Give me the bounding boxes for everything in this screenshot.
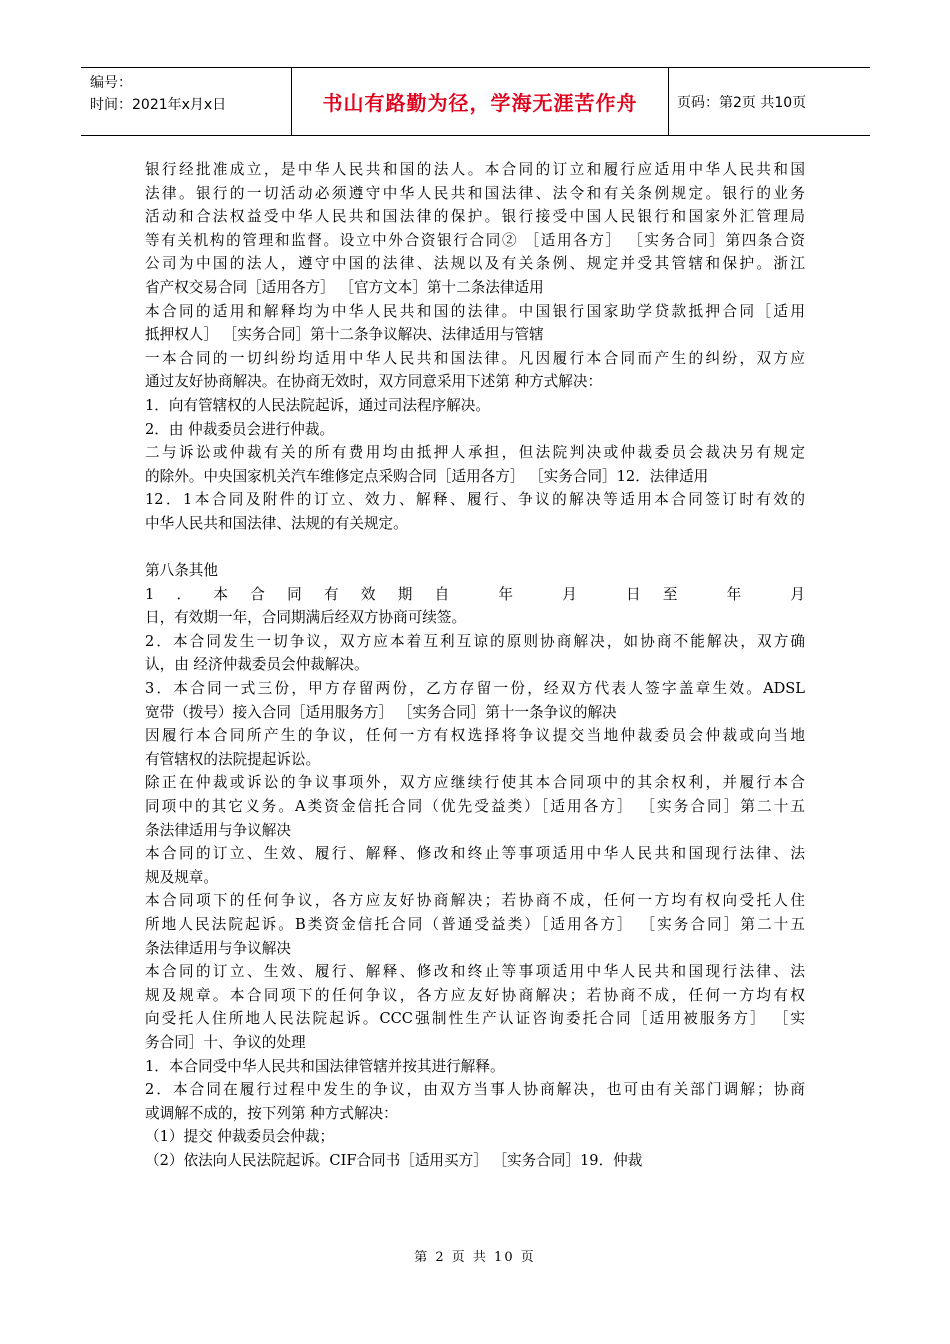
- body-line: 二与诉讼或仲裁有关的所有费用均由抵押人承担，但法院判决或仲裁委员会裁决另有规定: [145, 444, 805, 462]
- body-line: 务合同］十、争议的处理: [145, 1033, 306, 1051]
- body-line: 宽带（拨号）接入合同［适用服务方］ ［实务合同］第十一条争议的解决: [145, 703, 617, 721]
- body-line: 1．本合同受中华人民共和国法律管辖并按其进行解释。: [145, 1057, 505, 1075]
- body-line: 本合同的适用和解释均为中华人民共和国的法律。中国银行国家助学贷款抵押合同［适用: [145, 302, 805, 320]
- body-line: 同项中的其它义务。A类资金信托合同（优先受益类）［适用各方］ ［实务合同］第二十五: [145, 798, 805, 816]
- body-line: 2．本合同发生一切争议，双方应本着互利互谅的原则协商解决，如协商不能解决，双方确: [145, 632, 805, 650]
- body-line: 条法律适用与争议解决: [145, 821, 291, 839]
- body-line: 本合同项下的任何争议，各方应友好协商解决；若协商不成，任何一方均有权向受托人住: [145, 892, 805, 910]
- header-page-number: 页码：第2页 共10页: [677, 94, 807, 111]
- body-line: 12．1本合同及附件的订立、效力、解释、履行、争议的解决等适用本合同签订时有效的: [145, 491, 805, 509]
- body-line: 3．本合同一式三份，甲方存留两份，乙方存留一份，经双方代表人签字盖章生效。ADSL: [145, 680, 805, 698]
- body-line: 或调解不成的，按下列第 种方式解决：: [145, 1104, 398, 1122]
- body-line: 的除外。中央国家机关汽车维修定点采购合同［适用各方］ ［实务合同］12．法律适用: [145, 467, 709, 485]
- date-label: 时间：2021年x月x日: [90, 97, 227, 113]
- body-line: 认，由 经济仲裁委员会仲裁解决。: [145, 656, 369, 674]
- body-line: 活动和合法权益受中华人民共和国法律的保护。银行接受中国人民银行和国家外汇管理局: [145, 208, 805, 226]
- body-line: 中华人民共和国法律、法规的有关规定。: [145, 514, 408, 532]
- page-footer: 第 2 页 共 10 页: [414, 1250, 536, 1265]
- body-line: 等有关机构的管理和监督。设立中外合资银行合同② ［适用各方］ ［实务合同］第四条合资: [145, 231, 805, 249]
- body-line: 向受托人住所地人民法院起诉。CCC强制性生产认证咨询委托合同［适用被服务方］ ［实: [145, 1010, 805, 1028]
- header-page-cell: [669, 68, 871, 136]
- header-motto-cell: [292, 68, 669, 136]
- body-line: 1．本合同有效期自 年 月 日至 年 月: [145, 585, 805, 603]
- body-line: [145, 536, 805, 560]
- body-line: 通过友好协商解决。在协商无效时，双方同意采用下述第 种方式解决：: [145, 373, 603, 391]
- body-line: 规及规章。: [145, 868, 218, 886]
- header-motto: 书山有路勤为径，学海无涯苦作舟: [322, 91, 638, 115]
- body-line: 条法律适用与争议解决: [145, 939, 291, 957]
- body-line: 因履行本合同所产生的争议，任何一方有权选择将争议提交当地仲裁委员会仲裁或向当地: [145, 727, 805, 745]
- body-line: 2．由 仲裁委员会进行仲裁。: [145, 420, 335, 438]
- body-line: 有管辖权的法院提起诉讼。: [145, 750, 321, 768]
- body-line: 法律。银行的一切活动必须遵守中华人民共和国法律、法令和有关条例规定。银行的业务: [145, 184, 805, 202]
- body-line: 公司为中国的法人，遵守中国的法律、法规以及有关条例、规定并受其管辖和保护。浙江: [145, 255, 805, 273]
- document-header: [81, 67, 870, 136]
- body-line: 抵押权人］ ［实务合同］第十二条争议解决、法律适用与管辖: [145, 326, 544, 344]
- body-line: 省产权交易合同［适用各方］ ［官方文本］第十二条法律适用: [145, 278, 544, 296]
- serial-number-label: 编号：: [90, 75, 132, 91]
- body-line: 1．向有管辖权的人民法院起诉，通过司法程序解决。: [145, 396, 490, 414]
- body-line: 银行经批准成立，是中华人民共和国的法人。本合同的订立和履行应适用中华人民共和国: [145, 161, 805, 178]
- body-line: 第八条其他: [145, 562, 218, 580]
- body-line: 日，有效期一年，合同期满后经双方协商可续签。: [145, 609, 467, 627]
- body-line: 一本合同的一切纠纷均适用中华人民共和国法律。凡因履行本合同而产生的纠纷，双方应: [145, 349, 805, 367]
- body-line: 本合同的订立、生效、履行、解释、修改和终止等事项适用中华人民共和国现行法律、法: [145, 963, 805, 981]
- body-line: 除正在仲裁或诉讼的争议事项外，双方应继续行使其本合同项中的其余权利，并履行本合: [145, 774, 805, 792]
- body-line: 本合同的订立、生效、履行、解释、修改和终止等事项适用中华人民共和国现行法律、法: [145, 845, 805, 863]
- header-meta-cell: [81, 68, 292, 136]
- body-line: 规及规章。本合同项下的任何争议，各方应友好协商解决；若协商不成，任何一方均有权: [145, 986, 805, 1004]
- body-line: （1）提交 仲裁委员会仲裁；: [145, 1128, 335, 1146]
- document-body: [145, 158, 805, 1173]
- body-line: 所地人民法院起诉。B类资金信托合同（普通受益类）［适用各方］ ［实务合同］第二十五: [145, 916, 805, 933]
- body-line: 2．本合同在履行过程中发生的争议，由双方当事人协商解决，也可由有关部门调解；协商: [145, 1081, 805, 1099]
- body-line: （2）依法向人民法院起诉。CIF合同书［适用买方］ ［实务合同］19．仲裁: [145, 1151, 643, 1169]
